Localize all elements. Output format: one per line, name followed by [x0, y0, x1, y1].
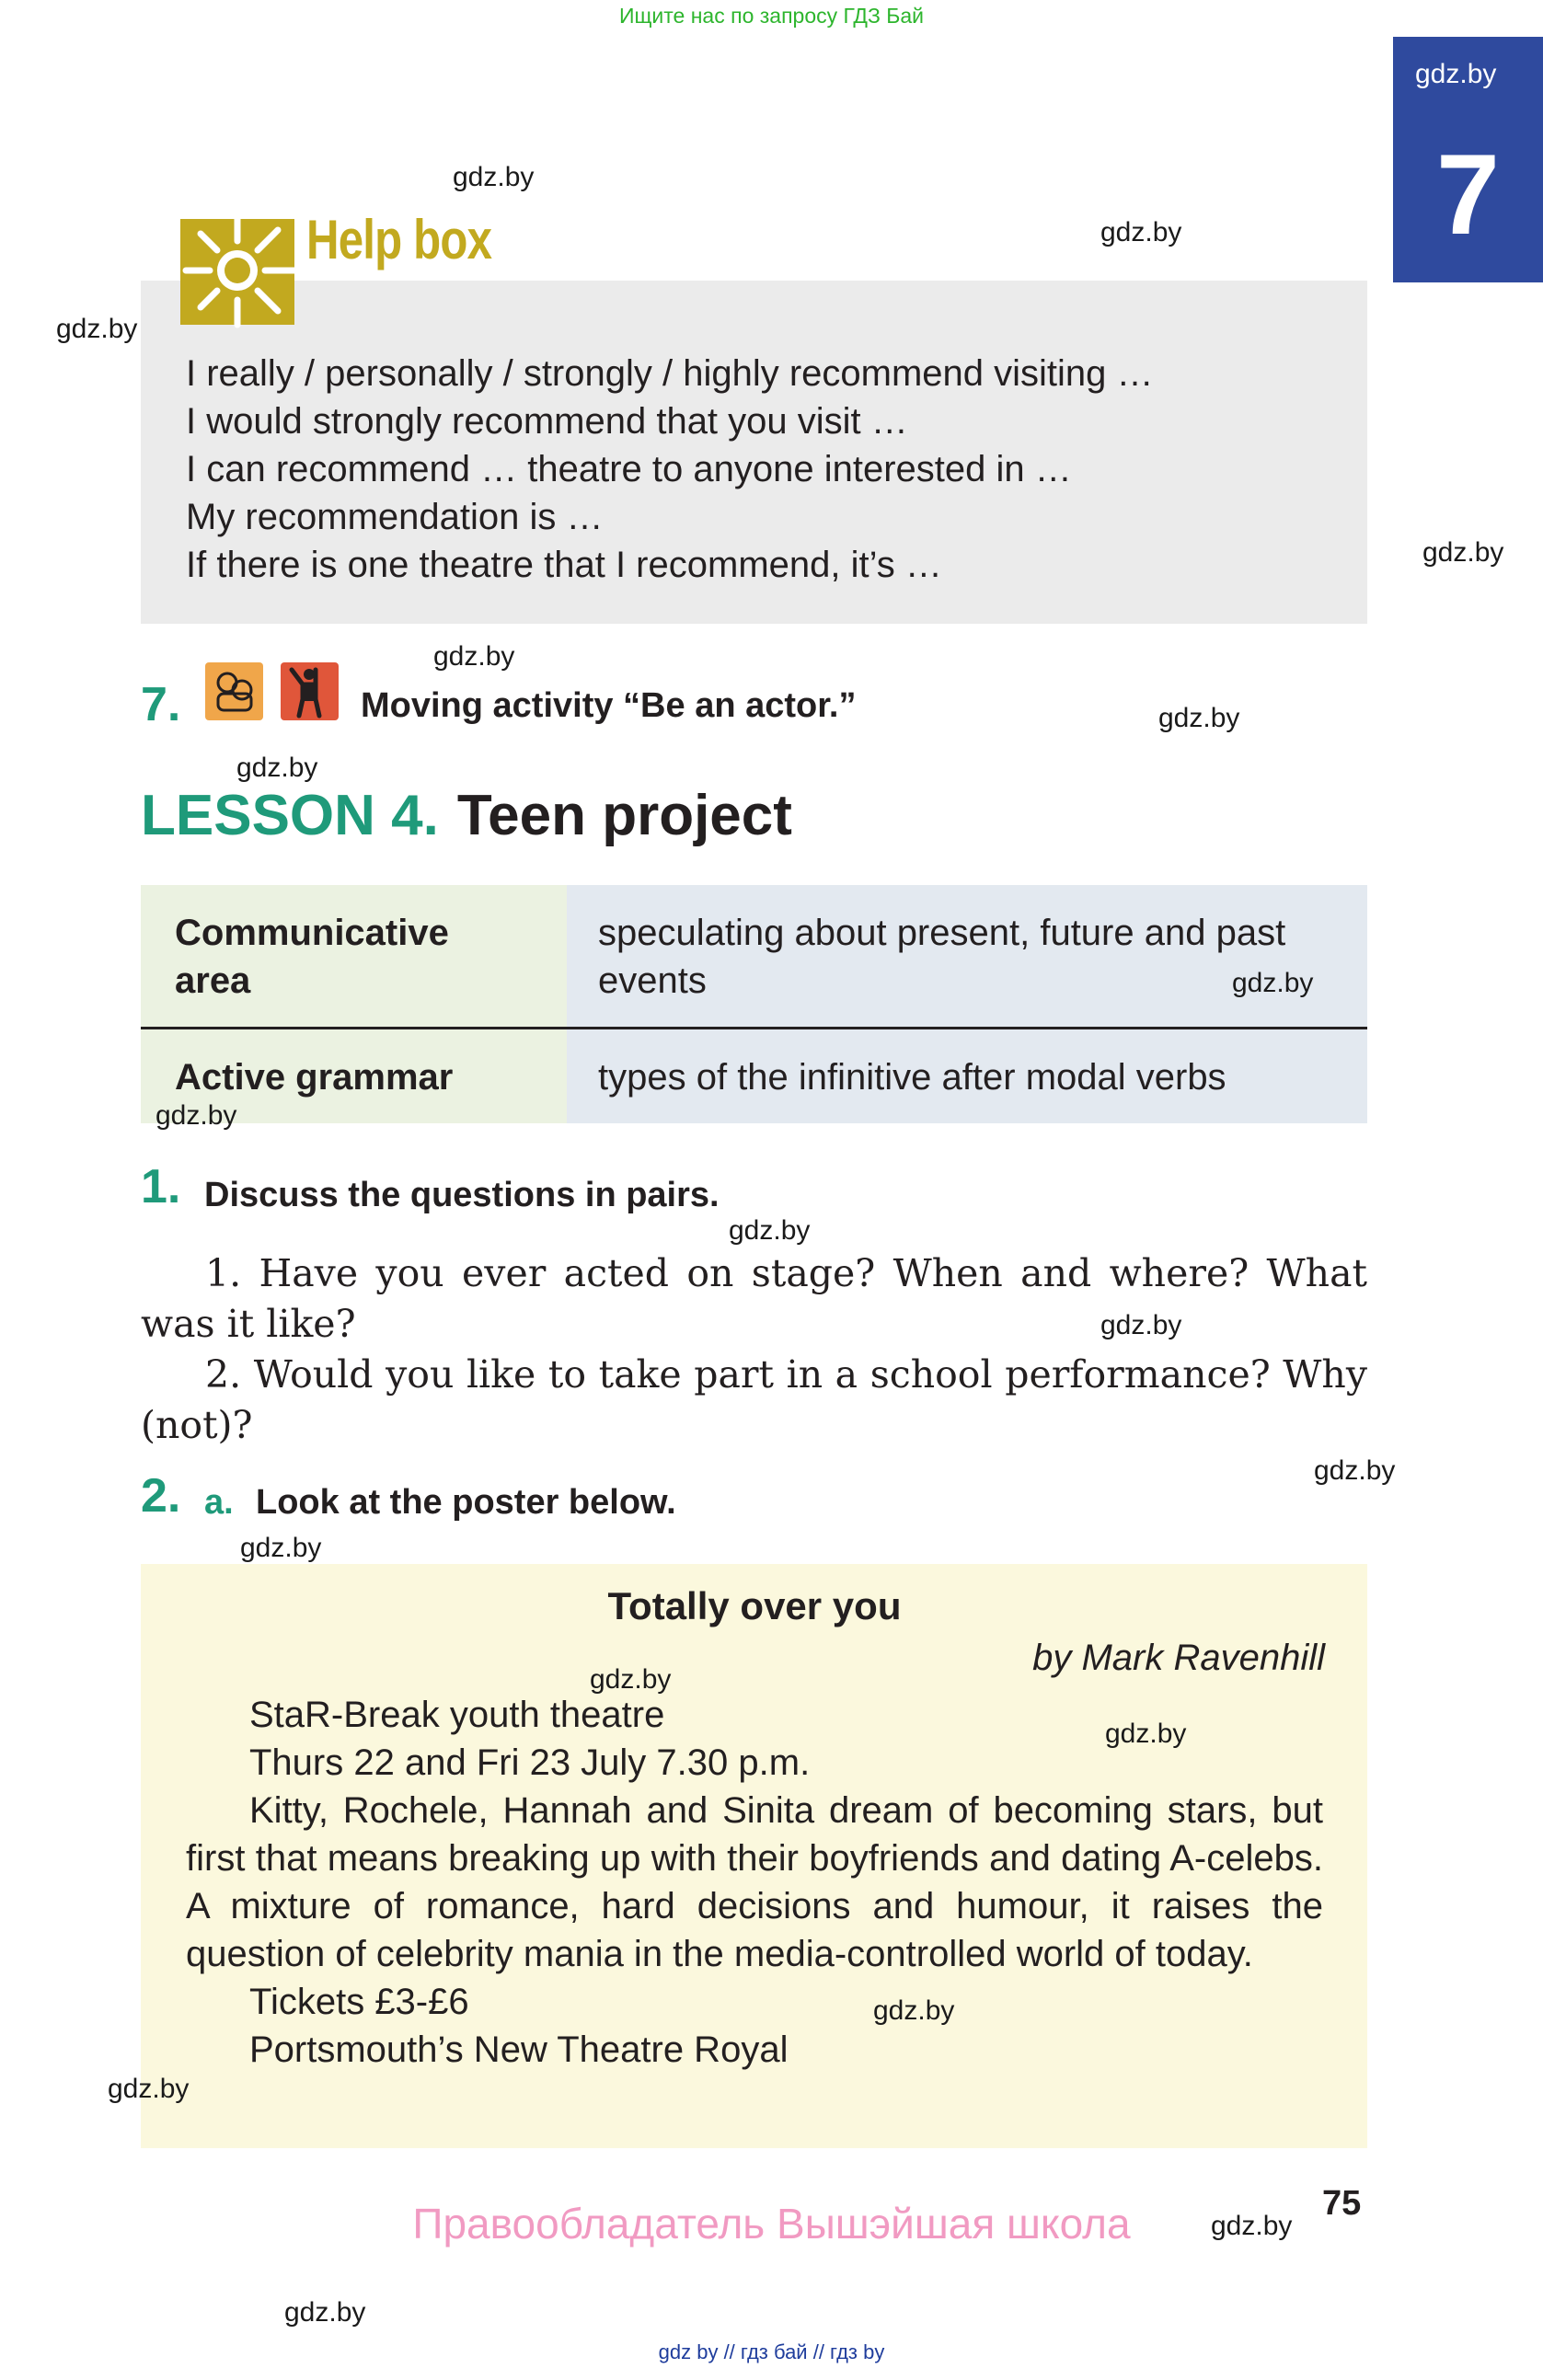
help-box-line: If there is one theatre that I recommend, it’s …: [186, 545, 942, 585]
top-banner: Ищите нас по запросу ГДЗ Бай: [618, 4, 925, 28]
group-icon: [205, 662, 263, 720]
watermark: gdz.by: [284, 2297, 366, 2328]
lesson-title: [141, 784, 792, 847]
watermark: gdz.by: [1100, 217, 1182, 247]
table-value: speculating about present, future and past events: [567, 885, 1367, 1027]
question-item: 2. Would you like to take part in a school performance? Why (not)?: [141, 1352, 1367, 1447]
watermark: gdz.by: [1105, 1719, 1187, 1749]
watermark: gdz.by: [236, 753, 318, 783]
exercise-1-number: 1.: [141, 1160, 181, 1213]
watermark: gdz.by: [590, 1664, 672, 1695]
unit-tab: [1393, 37, 1543, 282]
watermark: gdz.by: [108, 2074, 190, 2104]
watermark: gdz.by: [1314, 1455, 1396, 1486]
lesson-name: Teen project: [456, 784, 792, 847]
exercise-7-text: Moving activity “Be an actor.”: [361, 686, 857, 725]
poster-title: Totally over you: [607, 1584, 902, 1627]
watermark: gdz.by: [155, 1100, 237, 1131]
rights-holder: Правообладатель Вышэйшая школа: [412, 2200, 1131, 2248]
table-row: [141, 885, 1367, 1027]
sun-icon: [180, 210, 300, 329]
exercise-2-number: 2.: [141, 1469, 181, 1523]
watermark: gdz.by: [1211, 2211, 1293, 2241]
page-number: 75: [1322, 2184, 1362, 2223]
exercise-1-questions: [141, 1248, 1367, 1451]
watermark: gdz.by: [1232, 968, 1314, 998]
table-label: Active grammar: [141, 1029, 567, 1123]
exercise-1-instruction: Discuss the questions in pairs.: [204, 1176, 720, 1214]
watermark: gdz.by: [1422, 537, 1504, 568]
poster-dates: Thurs 22 and Fri 23 July 7.30 p.m.: [249, 1742, 811, 1783]
watermark: gdz.by: [240, 1533, 322, 1563]
poster-place: Portsmouth’s New Theatre Royal: [249, 2029, 789, 2070]
help-box-line: My recommendation is …: [186, 497, 604, 537]
help-box-lines: [186, 350, 1154, 589]
question-item: 1. Have you ever acted on stage? When and where? What was it like?: [141, 1251, 1367, 1346]
exercise-2-sub-letter: a.: [204, 1483, 234, 1522]
poster-description: Kitty, Rochele, Hannah and Sinita dream of becoming stars, but first that means breaking up with their boyfriends and dating A-celebs. A mixture of romance, hard decisions and humour, it raises the question of celebrity mania in the media-controlled world of today.: [186, 1790, 1323, 1974]
poster-venue: StaR-Break youth theatre: [249, 1695, 665, 1735]
watermark: gdz.by: [56, 314, 138, 344]
unit-number: 7: [1436, 132, 1500, 259]
exercise-2-instruction: Look at the poster below.: [256, 1483, 676, 1522]
watermark: gdz.by: [453, 162, 535, 192]
table-row: [141, 1029, 1367, 1123]
lesson-objectives-table: [141, 885, 1367, 1123]
poster-author: by Mark Ravenhill: [1032, 1638, 1325, 1678]
bottom-banner: gdz by // гдз бай // гдз by: [658, 2340, 885, 2363]
exercise-7-number: 7.: [141, 678, 181, 731]
watermark: gdz.by: [1415, 59, 1497, 89]
watermark: gdz.by: [1158, 703, 1240, 733]
watermark: gdz.by: [873, 1995, 955, 2026]
poster-tickets: Tickets £3-£6: [249, 1982, 469, 2022]
help-box-title: Help box: [306, 209, 492, 270]
help-box-line: I would strongly recommend that you visit …: [186, 401, 908, 442]
lesson-number: LESSON 4.: [141, 784, 439, 847]
help-box-line: I can recommend … theatre to anyone interested in …: [186, 449, 1072, 489]
watermark: gdz.by: [1100, 1310, 1182, 1340]
watermark: gdz.by: [433, 641, 515, 672]
watermark: gdz.by: [729, 1215, 811, 1246]
table-value: types of the infinitive after modal verbs: [567, 1029, 1367, 1123]
help-box-line: I really / personally / strongly / highly recommend visiting …: [186, 353, 1154, 394]
table-label: Communicative area: [141, 885, 567, 1027]
moving-person-icon: [281, 662, 339, 720]
